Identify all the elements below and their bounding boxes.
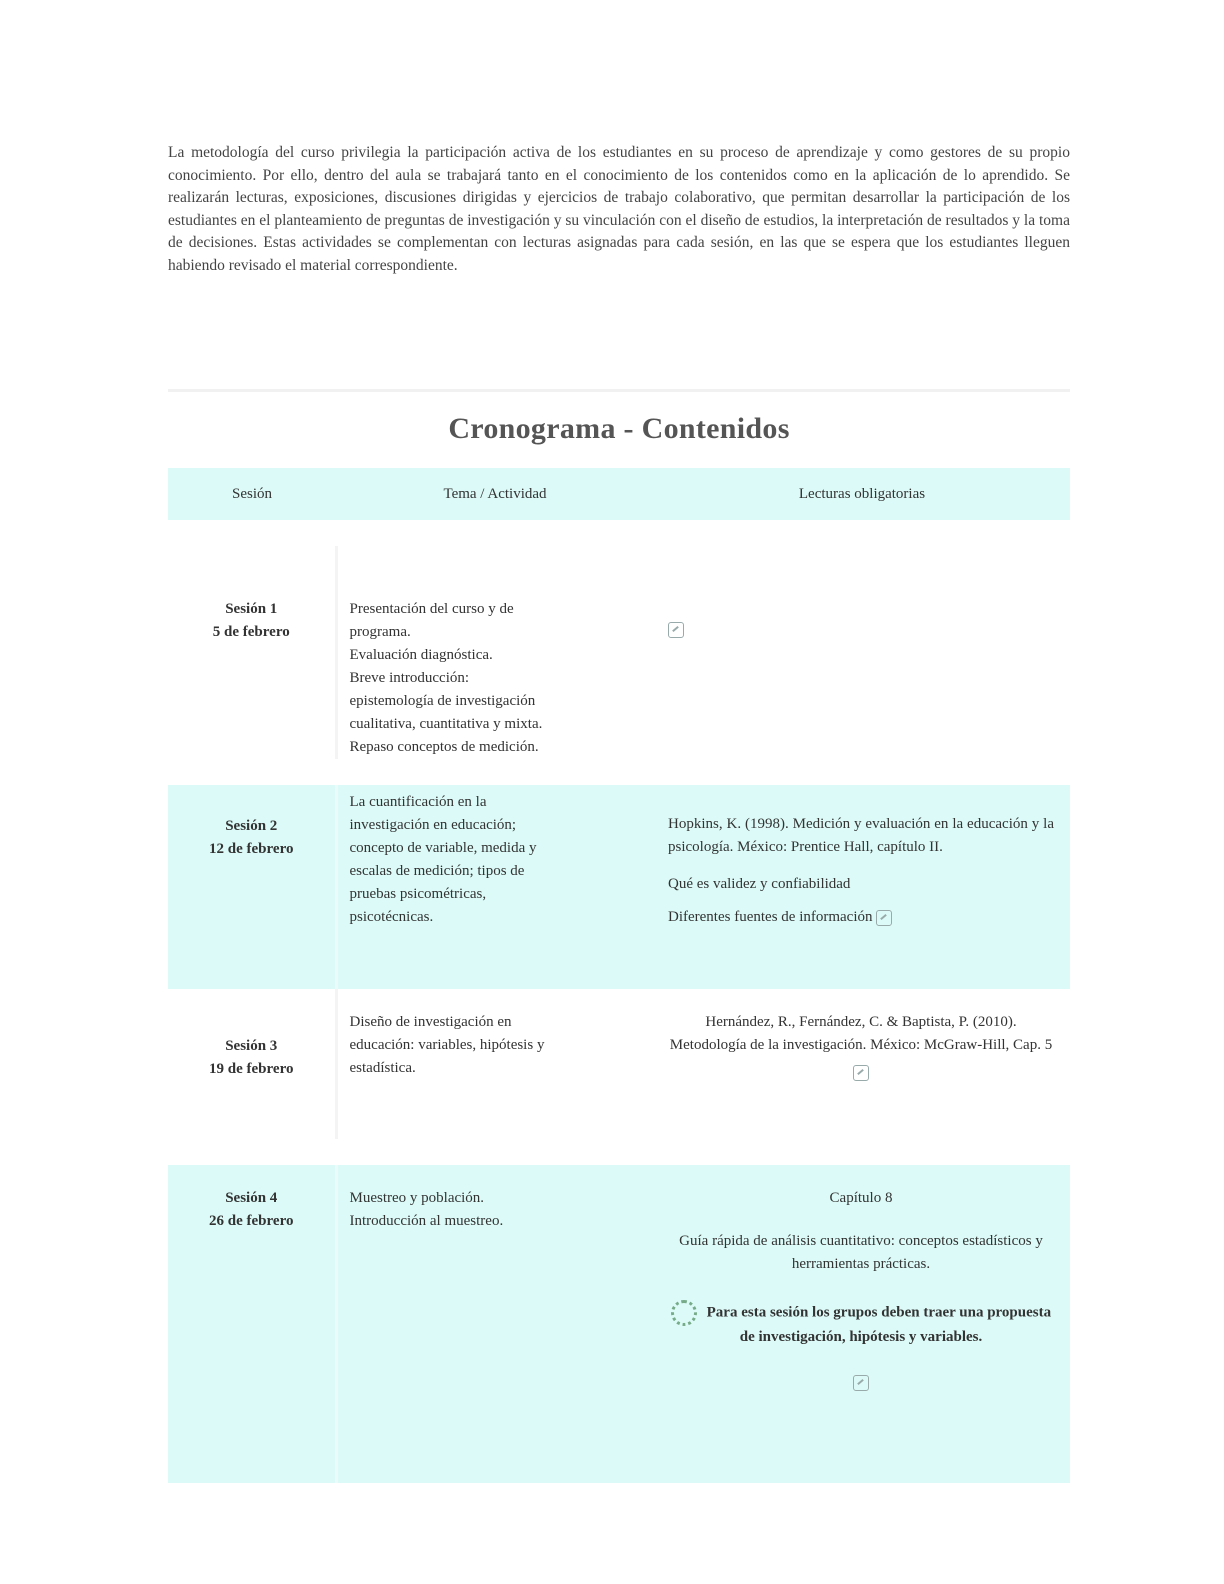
session-cell bbox=[168, 1165, 336, 1483]
topic-cell bbox=[336, 785, 654, 989]
header-tema: Tema / Actividad bbox=[336, 468, 654, 520]
topic-line: Presentación del curso y de bbox=[349, 601, 514, 617]
section-divider bbox=[168, 389, 1070, 392]
table-row bbox=[168, 785, 1070, 989]
link-icon[interactable] bbox=[876, 910, 892, 926]
header-sesion: Sesión bbox=[168, 468, 336, 520]
readings-cell bbox=[654, 989, 1070, 1139]
topic-line: Diseño de investigación en bbox=[349, 1014, 512, 1030]
topic-line: concepto de variable, medida y bbox=[349, 840, 537, 856]
readings-cell bbox=[654, 546, 1070, 759]
activity-note: Para esta sesión los grupos deben traer una propuesta de investigación, hipótesis y variables. bbox=[706, 1304, 1052, 1345]
session-date: 19 de febrero bbox=[209, 1061, 294, 1077]
header-lecturas: Lecturas obligatorias bbox=[654, 468, 1070, 520]
topic-line: cualitativa, cuantitativa y mixta. bbox=[349, 716, 543, 732]
topic-cell bbox=[336, 546, 654, 759]
table-header-row bbox=[168, 468, 1070, 520]
session-cell bbox=[168, 785, 336, 989]
topic-line: pruebas psicométricas, bbox=[349, 886, 487, 902]
readings-cell bbox=[654, 1165, 1070, 1483]
session-cell bbox=[168, 546, 336, 759]
session-number: Sesión 1 bbox=[225, 601, 278, 617]
link-icon[interactable] bbox=[853, 1065, 869, 1081]
session-number: Sesión 4 bbox=[225, 1190, 278, 1206]
topic-line: La cuantificación en la bbox=[349, 794, 487, 810]
topic-line: Evaluación diagnóstica. bbox=[349, 647, 493, 663]
table-row bbox=[168, 546, 1070, 759]
schedule-table bbox=[168, 468, 1070, 1483]
readings-cell bbox=[654, 785, 1070, 989]
topic-line: epistemología de investigación bbox=[349, 693, 536, 709]
link-icon[interactable] bbox=[668, 622, 684, 638]
session-date: 5 de febrero bbox=[212, 624, 290, 640]
topic-line: psicotécnicas. bbox=[349, 909, 434, 925]
session-date: 12 de febrero bbox=[209, 841, 294, 857]
reading-reference: Hernández, R., Fernández, C. & Baptista, P. (2010). Metodología de la investigación. México: McGraw-Hill, Cap. 5 bbox=[669, 1014, 1053, 1053]
reading-link[interactable]: Diferentes fuentes de información bbox=[668, 909, 873, 925]
topic-line: educación: variables, hipótesis y bbox=[349, 1037, 545, 1053]
table-row bbox=[168, 1165, 1070, 1483]
reading-reference: Hopkins, K. (1998). Medición y evaluación en la educación y la psicología. México: Prentice Hall, capítulo II. bbox=[668, 816, 1054, 855]
section-title: Cronograma - Contenidos bbox=[448, 412, 790, 445]
topic-cell bbox=[336, 1165, 654, 1483]
topic-line: Breve introducción: bbox=[349, 670, 470, 686]
intro-paragraph: La metodología del curso privilegia la participación activa de los estudiantes en su proceso de aprendizaje y como gestores de su propio conocimiento. Por ello, dentro del aula se trabajará tanto en el conocimiento de los contenidos como en la aplicación de lo aprendido. Se realizarán lecturas, exposiciones, discusiones dirigidas y ejercicios de trabajo colaborativo, que permitan desarrollar la participación de los estudiantes en el planteamiento de preguntas de investigación y su vinculación con el diseño de estudios, la interpretación de resultados y la toma de decisiones. Estas actividades se complementan con lecturas asignadas para cada sesión, en las que se espera que los estudiantes lleguen habiendo revisado el material correspondiente. bbox=[168, 144, 1070, 274]
gear-icon bbox=[671, 1300, 697, 1326]
session-cell bbox=[168, 989, 336, 1139]
topic-cell bbox=[336, 989, 654, 1139]
topic-line: estadística. bbox=[349, 1060, 416, 1076]
table-row bbox=[168, 989, 1070, 1139]
topic-line: investigación en educación; bbox=[349, 817, 517, 833]
reading-chapter: Capítulo 8 bbox=[829, 1190, 893, 1206]
session-number: Sesión 3 bbox=[225, 1038, 278, 1054]
session-date: 26 de febrero bbox=[209, 1213, 294, 1229]
topic-line: Repaso conceptos de medición. bbox=[349, 739, 539, 755]
link-icon[interactable] bbox=[853, 1375, 869, 1391]
topic-line: Introducción al muestreo. bbox=[349, 1213, 504, 1229]
topic-line: Muestreo y población. bbox=[349, 1190, 485, 1206]
topic-line: escalas de medición; tipos de bbox=[349, 863, 525, 879]
reading-link[interactable]: Guía rápida de análisis cuantitativo: conceptos estadísticos y herramientas prácticas. bbox=[679, 1233, 1043, 1272]
topic-line: programa. bbox=[349, 624, 411, 640]
session-number: Sesión 2 bbox=[225, 818, 278, 834]
reading-link[interactable]: Qué es validez y confiabilidad bbox=[668, 876, 851, 892]
